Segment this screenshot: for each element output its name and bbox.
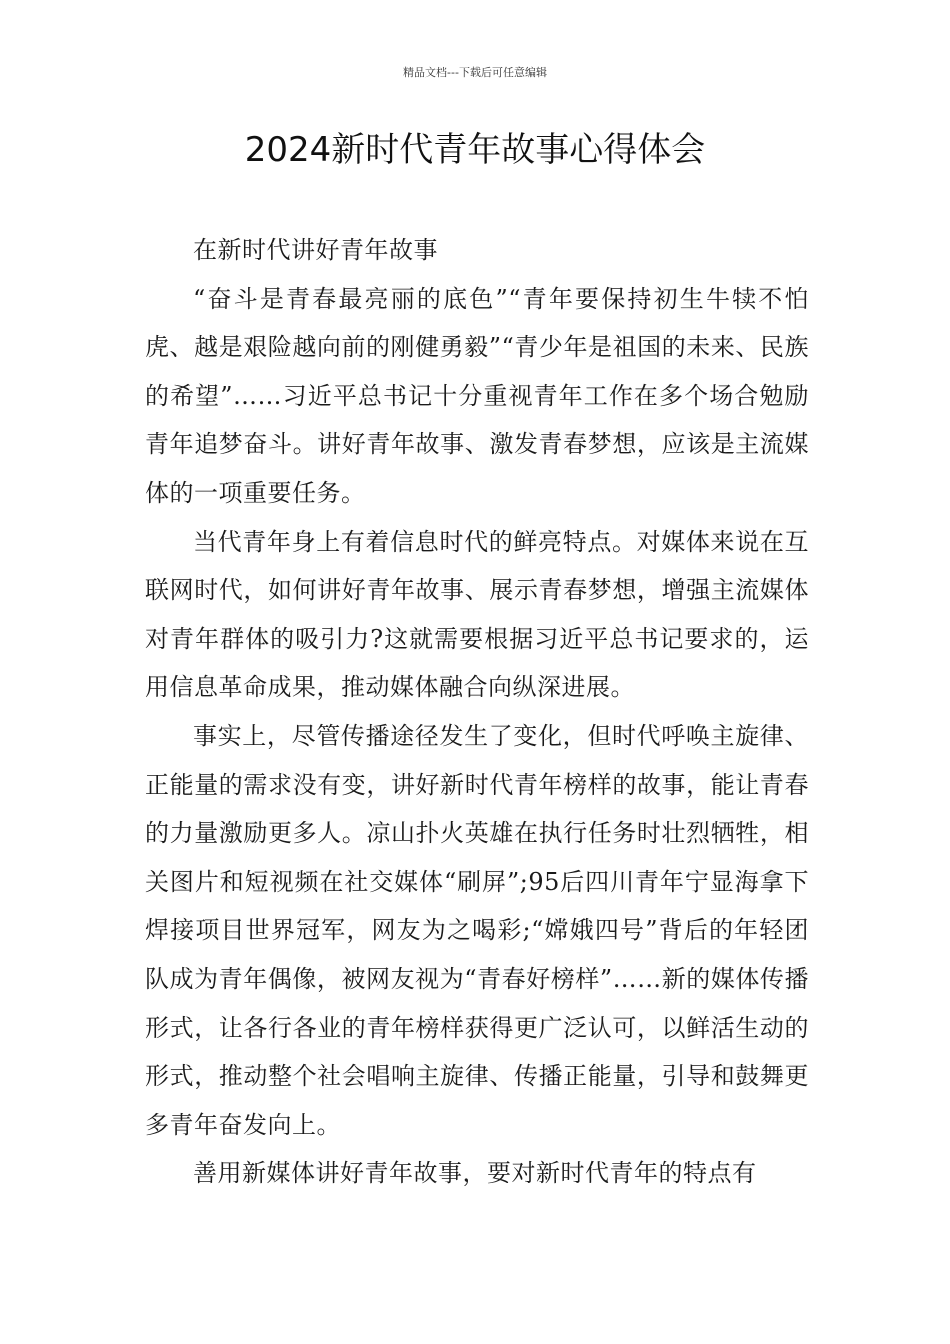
document-title: 2024新时代青年故事心得体会 [244, 130, 706, 170]
paragraph-1: “奋斗是青春最亮丽的底色”“青年要保持初生牛犊不怕虎、越是艰险越向前的刚健勇毅”“青少年是祖国的未来、民族的希望”……习近平总书记十分重视青年工作在多个场合勉励青年追梦奋斗。讲好青年故事、激发青春梦想，应该是主流媒体的一项重要任务。 [145, 284, 809, 507]
paragraph-3: 事实上，尽管传播途径发生了变化，但时代呼唤主旋律、正能量的需求没有变，讲好新时代青年榜样的故事，能让青春的力量激励更多人。凉山扑火英雄在执行任务时壮烈牺牲，相关图片和短视频在社交媒体“刷屏”;95后四川青年宁显海拿下焊接项目世界冠军，网友为之喝彩;“嫦娥四号”背后的年轻团队成为青年偶像，被网友视为“青春好榜样”……新的媒体传播形式，让各行各业的青年榜样获得更广泛认可，以鲜活生动的形式，推动整个社会唱响主旋律、传播正能量，引导和鼓舞更多青年奋发向上。 [145, 721, 809, 1139]
paragraph-2: 当代青年身上有着信息时代的鲜亮特点。对媒体来说在互联网时代，如何讲好青年故事、展示青春梦想，增强主流媒体对青年群体的吸引力?这就需要根据习近平总书记要求的，运用信息革命成果，推动媒体融合向纵深进展。 [145, 527, 809, 702]
section-subheading: 在新时代讲好青年故事 [193, 236, 438, 264]
document-body [145, 226, 809, 1198]
page-header-note: 精品文档---下载后可任意编辑 [403, 66, 547, 79]
paragraph-4: 善用新媒体讲好青年故事，要对新时代青年的特点有 [193, 1159, 757, 1188]
